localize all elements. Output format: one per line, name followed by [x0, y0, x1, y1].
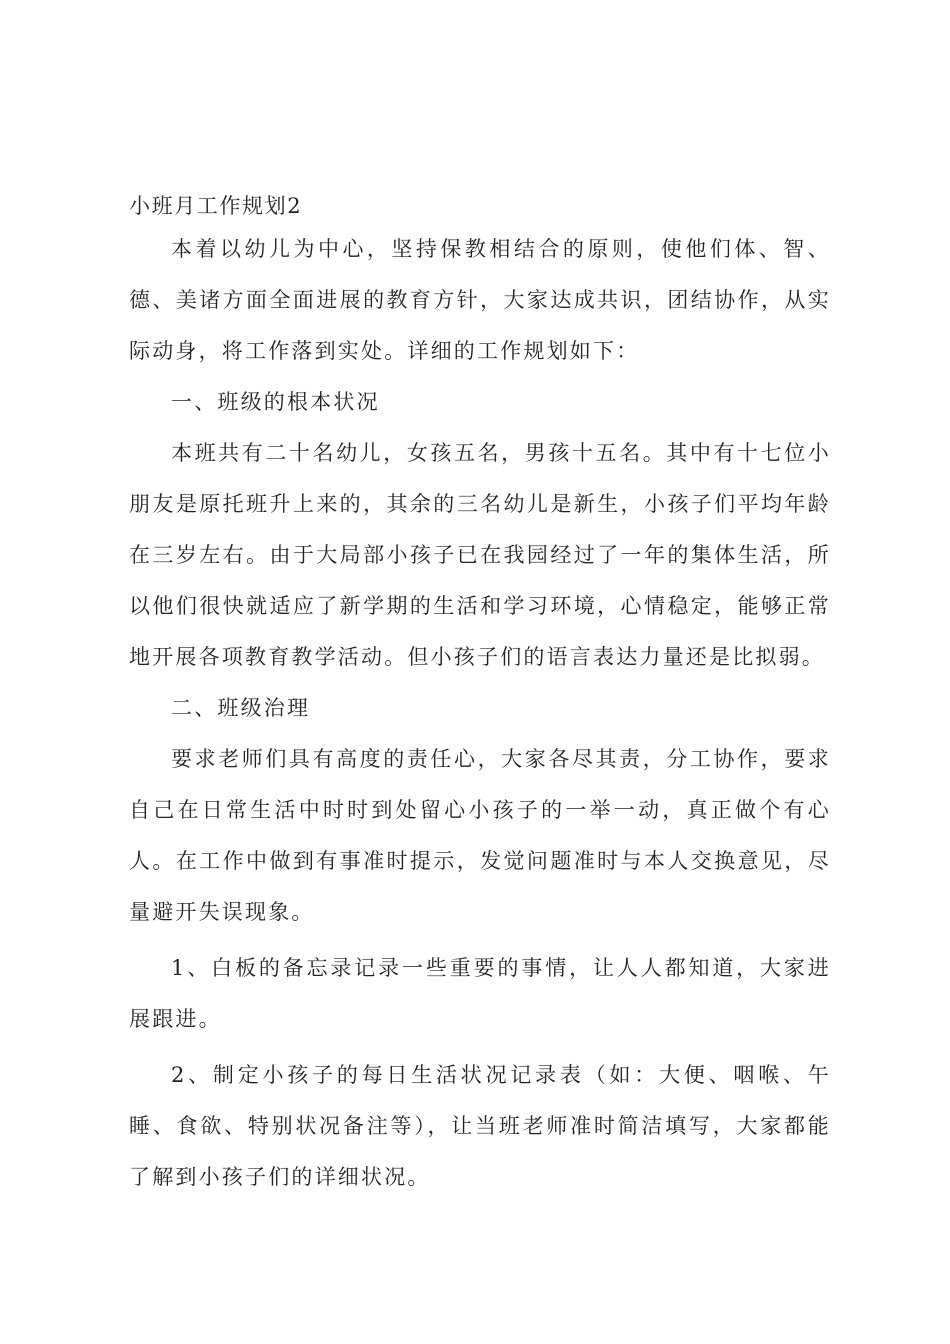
list-item-daily-record: 2、制定小孩子的每日生活状况记录表（如：大便、咽喉、午睡、食欲、特别状况备注等），让当班老师准时简洁填写，大家都能了解到小孩子们的详细状况。	[129, 1063, 831, 1189]
paragraph-class-status: 本班共有二十名幼儿，女孩五名，男孩十五名。其中有十七位小朋友是原托班升上来的，其余的三名幼儿是新生，小孩子们平均年龄在三岁左右。由于大局部小孩子已在我园经过了一年的集体生活，所以他们很快就适应了新学期的生活和学习环境，心情稳定，能够正常地开展各项教育教学活动。但小孩子们的语言表达力量还是比拟弱。	[129, 441, 831, 669]
paragraph-intro: 本着以幼儿为中心，坚持保教相结合的原则，使他们体、智、德、美诸方面全面进展的教育方针，大家达成共识，团结协作，从实际动身，将工作落到实处。详细的工作规划如下：	[129, 237, 831, 363]
document-body	[129, 188, 831, 1203]
list-item-whiteboard: 1、白板的备忘录记录一些重要的事情，让人人都知道，大家进展跟进。	[129, 956, 831, 1031]
section-heading-class-management: 二、班级治理	[171, 696, 311, 720]
document-title: 小班月工作规划2	[129, 194, 303, 218]
paragraph-class-management: 要求老师们具有高度的责任心，大家各尽其责，分工协作，要求自己在日常生活中时时到处留心小孩子的一举一动，真正做个有心人。在工作中做到有事准时提示，发觉问题准时与本人交换意见，尽量避开失误现象。	[129, 747, 831, 924]
section-heading-class-status: 一、班级的根本状况	[171, 390, 380, 414]
